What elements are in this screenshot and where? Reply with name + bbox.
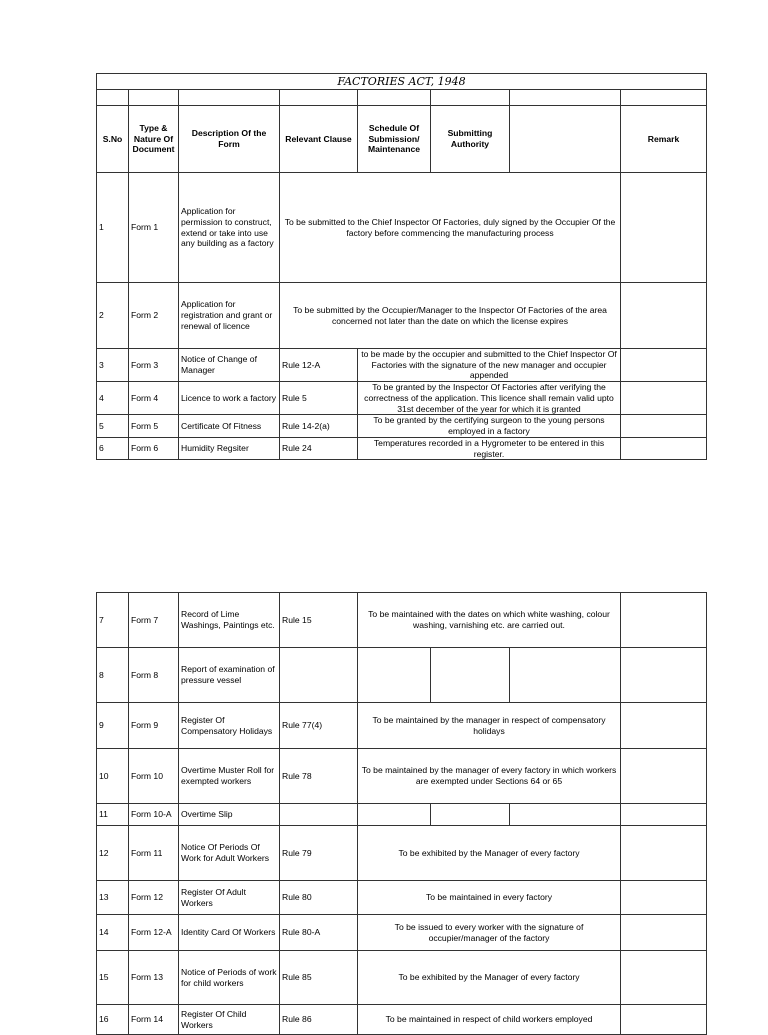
factories-act-table-part1 (96, 73, 707, 460)
clause-cell: Rule 78 (280, 749, 358, 804)
clause-cell: Rule 24 (280, 437, 358, 459)
clause-cell: Rule 12-A (280, 349, 358, 382)
header-clause: Relevant Clause (280, 106, 358, 173)
description-cell: Overtime Slip (179, 804, 280, 826)
description-cell: Register Of Compensatory Holidays (179, 703, 280, 749)
description-cell: Application for permission to construct, extend or take into use any building as a factory (179, 173, 280, 283)
header-sno: S.No (97, 106, 129, 173)
sno-cell: 13 (97, 881, 129, 915)
clause-cell: Rule 86 (280, 1005, 358, 1035)
form-cell: Form 3 (129, 349, 179, 382)
schedule-cell: To be maintained by the manager in respect of compensatory holidays (358, 703, 621, 749)
sno-cell: 11 (97, 804, 129, 826)
remark-cell (621, 349, 707, 382)
sno-cell: 2 (97, 283, 129, 349)
form-cell: Form 5 (129, 415, 179, 437)
clause-cell: Rule 77(4) (280, 703, 358, 749)
remark-cell (621, 283, 707, 349)
form-cell: Form 8 (129, 648, 179, 703)
sno-cell: 9 (97, 703, 129, 749)
table-row (97, 1005, 707, 1035)
schedule-cell: to be made by the occupier and submitted to the Chief Inspector Of Factories with the signature of the new manager and occupier appended (358, 349, 621, 382)
extra-cell (510, 804, 621, 826)
clause-cell: Rule 80 (280, 881, 358, 915)
header-row (97, 106, 707, 173)
clause-cell: Rule 5 (280, 382, 358, 415)
form-cell: Form 11 (129, 826, 179, 881)
authority-cell (431, 648, 510, 703)
schedule-cell: To be submitted by the Occupier/Manager to the Inspector Of Factories of the area concerned not later than the date on which the license expires (280, 283, 621, 349)
clause-cell: Rule 85 (280, 951, 358, 1005)
clause-cell (280, 648, 358, 703)
description-cell: Record of Lime Washings, Paintings etc. (179, 593, 280, 648)
sno-cell: 1 (97, 173, 129, 283)
description-cell: Notice Of Periods Of Work for Adult Workers (179, 826, 280, 881)
remark-cell (621, 593, 707, 648)
form-cell: Form 12 (129, 881, 179, 915)
form-cell: Form 10-A (129, 804, 179, 826)
table-row (97, 173, 707, 283)
schedule-cell: To be issued to every worker with the signature of occupier/manager of the factory (358, 915, 621, 951)
sno-cell: 7 (97, 593, 129, 648)
schedule-cell: To be exhibited by the Manager of every factory (358, 826, 621, 881)
description-cell: Licence to work a factory (179, 382, 280, 415)
schedule-cell: Temperatures recorded in a Hygrometer to be entered in this register. (358, 437, 621, 459)
remark-cell (621, 437, 707, 459)
sno-cell: 10 (97, 749, 129, 804)
remark-cell (621, 703, 707, 749)
table-title: FACTORIES ACT, 1948 (97, 74, 707, 90)
header-empty (510, 106, 621, 173)
form-cell: Form 14 (129, 1005, 179, 1035)
remark-cell (621, 1005, 707, 1035)
form-cell: Form 13 (129, 951, 179, 1005)
clause-cell: Rule 15 (280, 593, 358, 648)
schedule-cell (358, 648, 431, 703)
table-row (97, 382, 707, 415)
header-authority: Submitting Authority (431, 106, 510, 173)
table-row (97, 283, 707, 349)
table-row (97, 951, 707, 1005)
sno-cell: 15 (97, 951, 129, 1005)
remark-cell (621, 382, 707, 415)
sno-cell: 14 (97, 915, 129, 951)
table-row (97, 703, 707, 749)
description-cell: Humidity Regsiter (179, 437, 280, 459)
header-description: Description Of the Form (179, 106, 280, 173)
schedule-cell: To be granted by the certifying surgeon to the young persons employed in a factory (358, 415, 621, 437)
table-row (97, 804, 707, 826)
description-cell: Identity Card Of Workers (179, 915, 280, 951)
sno-cell: 8 (97, 648, 129, 703)
schedule-cell: To be exhibited by the Manager of every factory (358, 951, 621, 1005)
form-cell: Form 9 (129, 703, 179, 749)
sno-cell: 5 (97, 415, 129, 437)
form-cell: Form 2 (129, 283, 179, 349)
form-cell: Form 4 (129, 382, 179, 415)
extra-cell (510, 648, 621, 703)
table-row (97, 415, 707, 437)
sno-cell: 4 (97, 382, 129, 415)
form-cell: Form 6 (129, 437, 179, 459)
sno-cell: 12 (97, 826, 129, 881)
description-cell: Register Of Child Workers (179, 1005, 280, 1035)
remark-cell (621, 826, 707, 881)
description-cell: Notice of Change of Manager (179, 349, 280, 382)
description-cell: Report of examination of pressure vessel (179, 648, 280, 703)
form-cell: Form 10 (129, 749, 179, 804)
sno-cell: 6 (97, 437, 129, 459)
clause-cell: Rule 80-A (280, 915, 358, 951)
remark-cell (621, 415, 707, 437)
schedule-cell: To be maintained in every factory (358, 881, 621, 915)
table-row (97, 648, 707, 703)
remark-cell (621, 881, 707, 915)
description-cell: Notice of Periods of work for child workers (179, 951, 280, 1005)
schedule-cell: To be submitted to the Chief Inspector Of Factories, duly signed by the Occupier Of the factory before commencing the manufacturing process (280, 173, 621, 283)
table-row (97, 593, 707, 648)
header-remark: Remark (621, 106, 707, 173)
table-row (97, 749, 707, 804)
remark-cell (621, 951, 707, 1005)
schedule-cell: To be granted by the Inspector Of Factories after verifying the correctness of the application. This licence shall remain valid upto 31st december of the year for which it is granted (358, 382, 621, 415)
schedule-cell: To be maintained by the manager of every factory in which workers are exempted under Sections 64 or 65 (358, 749, 621, 804)
clause-cell: Rule 79 (280, 826, 358, 881)
clause-cell: Rule 14-2(a) (280, 415, 358, 437)
sno-cell: 3 (97, 349, 129, 382)
header-schedule: Schedule Of Submission/ Maintenance (358, 106, 431, 173)
description-cell: Application for registration and grant or renewal of licence (179, 283, 280, 349)
remark-cell (621, 915, 707, 951)
header-type: Type & Nature Of Document (129, 106, 179, 173)
remark-cell (621, 173, 707, 283)
remark-cell (621, 648, 707, 703)
remark-cell (621, 804, 707, 826)
sno-cell: 16 (97, 1005, 129, 1035)
schedule-cell: To be maintained in respect of child workers employed (358, 1005, 621, 1035)
authority-cell (431, 804, 510, 826)
table-row (97, 881, 707, 915)
description-cell: Register Of Adult Workers (179, 881, 280, 915)
form-cell: Form 7 (129, 593, 179, 648)
remark-cell (621, 749, 707, 804)
description-cell: Overtime Muster Roll for exempted workers (179, 749, 280, 804)
table-row (97, 826, 707, 881)
table-row (97, 437, 707, 459)
form-cell: Form 1 (129, 173, 179, 283)
table-row (97, 349, 707, 382)
schedule-cell: To be maintained with the dates on which white washing, colour washing, varnishing etc. are carried out. (358, 593, 621, 648)
schedule-cell (358, 804, 431, 826)
description-cell: Certificate Of Fitness (179, 415, 280, 437)
factories-act-table-part2 (96, 592, 707, 1035)
table-row (97, 915, 707, 951)
clause-cell (280, 804, 358, 826)
form-cell: Form 12-A (129, 915, 179, 951)
